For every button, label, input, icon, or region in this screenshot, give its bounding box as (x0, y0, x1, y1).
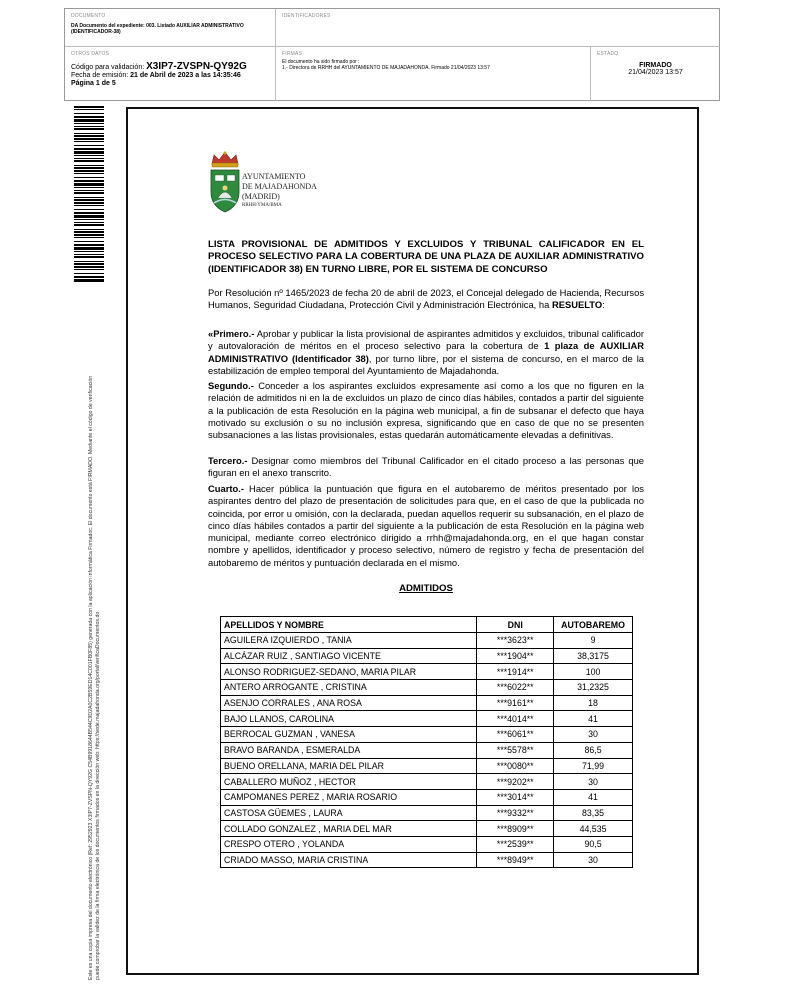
barcode-bar (74, 123, 104, 124)
cell-nombre: CRIADO MASSO, MARIA CRISTINA (221, 852, 477, 868)
table-row (221, 836, 633, 852)
admitidos-heading: ADMITIDOS (399, 583, 453, 594)
barcode-bar (74, 113, 104, 114)
cell-nombre: CASTOSA GÜEMES , LAURA (221, 805, 477, 821)
barcode-bar (74, 141, 104, 142)
firmas-line-1: El documento ha sido firmado por : (282, 59, 360, 65)
table-row (221, 680, 633, 696)
verification-side-text (88, 260, 102, 980)
cell-autobaremo: 44,535 (554, 821, 633, 837)
table-row (221, 664, 633, 680)
table-row (221, 711, 633, 727)
primero-paragraph (208, 328, 644, 377)
cell-autobaremo: 41 (554, 789, 633, 805)
barcode-bar (74, 187, 104, 188)
barcode-bar (74, 148, 104, 150)
cell-autobaremo: 30 (554, 727, 633, 743)
barcode-bar (74, 222, 104, 223)
primero-text-2: , por turno libre, por el sistema de concurso, en el marco de la estabilización de empleo temporal del Ayuntamiento de Majadahonda. (208, 352, 644, 376)
cell-nombre: BERROCAL GUZMAN , VANESA (221, 727, 477, 743)
barcode-bar (74, 119, 104, 122)
intro-end: : (602, 299, 605, 311)
segundo-lead: Segundo.- (208, 380, 254, 391)
otros-datos-label: OTROS DATOS (71, 51, 110, 57)
barcode-bar (74, 231, 104, 233)
cell-autobaremo: 83,35 (554, 805, 633, 821)
cuarto-lead: Cuarto.- (208, 483, 244, 494)
cell-nombre: ALCÁZAR RUIZ , SANTIAGO VICENTE (221, 648, 477, 664)
header-autobaremo: AUTOBAREMO (554, 617, 633, 633)
cell-nombre: CABALLERO MUÑOZ , HECTOR (221, 774, 477, 790)
intro-text: Por Resolución nº 1465/2023 de fecha 20 de abril de 2023, el Concejal delegado de Hacienda, Recursos Humanos, Seguridad Ciudadana, Protección Civil y Administración Electrónica, ha (208, 287, 645, 311)
barcode-bar (74, 190, 104, 191)
estado-cell (591, 47, 720, 101)
barcode-bar (74, 254, 104, 255)
barcode-bar (74, 183, 104, 186)
cell-autobaremo: 41 (554, 711, 633, 727)
barcode-bar (74, 165, 104, 166)
cell-nombre: ASENJO CORRALES , ANA ROSA (221, 695, 477, 711)
table-row (221, 727, 633, 743)
validation-code-line (71, 63, 269, 72)
cell-autobaremo: 9 (554, 633, 633, 649)
cell-nombre: ALONSO RODRIGUEZ-SEDANO, MARIA PILAR (221, 664, 477, 680)
document-header (64, 8, 720, 101)
barcode-bar (74, 133, 104, 134)
barcode-bar (74, 215, 104, 218)
barcode-bar (74, 106, 104, 108)
emission-date-line (71, 72, 269, 80)
table-row (221, 758, 633, 774)
cell-nombre: CRESPO OTERO , YOLANDA (221, 836, 477, 852)
primero-text-1: Aprobar y publicar la lista provisional de aspirantes admitidos y excluidos, tribunal calificador y autovaloración de méritos en el proceso selectivo para la cobertura de (208, 328, 644, 352)
estado-value: FIRMADO (639, 62, 672, 69)
validation-code[interactable]: X3IP7-ZVSPN-QY92G (146, 61, 247, 72)
cell-nombre: COLLADO GONZALEZ , MARIA DEL MAR (221, 821, 477, 837)
table-row (221, 695, 633, 711)
tercero-lead: Tercero.- (208, 455, 248, 466)
barcode-bar (74, 241, 104, 242)
cell-autobaremo: 100 (554, 664, 633, 680)
firmas-line-2: 1.- Directora de RRHH del AYUNTAMIENTO DE MAJADAHONDA. Firmado 21/04/2023 13:57 (282, 65, 490, 71)
barcode-bar (74, 192, 104, 194)
tercero-text: Designar como miembros del Tribunal Calificador en el citado proceso a las personas que figuran en el anexo transcrito. (208, 455, 644, 479)
firmas-label: FIRMAS (282, 51, 303, 57)
table-row (221, 805, 633, 821)
table-row (221, 774, 633, 790)
side-text-line-1: Este es una copia impresa del documento electrónico (Ref: 2952923 X3IP7-ZVSPN-QY92G C54B9918644B544C9D2A0C2B59ED14C001FB0F85) generada con la aplicación informática Firmadoc. El documento está FIRMADO. Mediante el código de verificación (88, 375, 94, 980)
table-header-row (221, 617, 633, 633)
barcode-bar (74, 234, 104, 236)
intro-paragraph (208, 287, 644, 312)
cell-dni: ***1904** (477, 648, 554, 664)
barcode-bar (74, 116, 104, 118)
cell-nombre: BUENO ORELLANA, MARIA DEL PILAR (221, 758, 477, 774)
barcode-bar (74, 205, 104, 206)
cell-nombre: BAJO LLANOS, CAROLINA (221, 711, 477, 727)
cell-autobaremo: 38,3175 (554, 648, 633, 664)
barcode-bar (74, 197, 104, 198)
page-indicator: Página 1 de 5 (71, 80, 116, 87)
barcode-bar (74, 160, 104, 162)
emission-date: 21 de Abril de 2023 a las 14:35:46 (130, 72, 241, 79)
coat-of-arms-logo (206, 150, 244, 215)
estado-date: 21/04/2023 13:57 (628, 69, 683, 76)
barcode-bar (74, 155, 104, 156)
cell-autobaremo: 71,99 (554, 758, 633, 774)
fecha-label: Fecha de emisión: (71, 72, 129, 79)
cell-nombre: CAMPOMANES PEREZ , MARIA ROSARIO (221, 789, 477, 805)
barcode-bar (74, 180, 104, 182)
cell-autobaremo: 31,2325 (554, 680, 633, 696)
tercero-paragraph (208, 455, 644, 480)
documento-label: DOCUMENTO (71, 13, 106, 19)
primero-bold: 1 plaza de AUXILIAR ADMINISTRATIVO (Identificador 38) (208, 340, 644, 364)
barcode-bar (74, 212, 104, 214)
document-title: LISTA PROVISIONAL DE ADMITIDOS Y EXCLUIDOS Y TRIBUNAL CALIFICADOR EN EL PROCESO SELECTIVO PARA LA COBERTURA DE UNA PLAZA DE AUXILIAR ADMINISTRATIVO (IDENTIFICADOR 38) EN TURNO LIBRE, POR EL SISTEMA DE CONCURSO (208, 239, 644, 275)
cell-dni: ***9202** (477, 774, 554, 790)
cell-dni: ***3014** (477, 789, 554, 805)
documento-cell (65, 9, 276, 47)
firmas-cell (276, 47, 591, 101)
estado-label: ESTADO (597, 51, 619, 57)
table-row (221, 821, 633, 837)
department-code: RRHH/YMA/BMA (242, 203, 282, 208)
barcode-bar (74, 244, 104, 246)
barcode-bar (74, 173, 104, 174)
cell-dni: ***2539** (477, 836, 554, 852)
barcode-bar (74, 135, 104, 137)
barcode-bar (74, 256, 104, 258)
barcode-bar (74, 209, 104, 210)
cell-autobaremo: 90,5 (554, 836, 633, 852)
cell-dni: ***6061** (477, 727, 554, 743)
codigo-label: Código para validación: (71, 64, 145, 71)
barcode-bar (74, 145, 104, 146)
cell-nombre: AGUILERA IZQUIERDO , TANIA (221, 633, 477, 649)
barcode-bar (74, 151, 104, 154)
cell-autobaremo: 18 (554, 695, 633, 711)
table-row (221, 789, 633, 805)
cell-nombre: ANTERO ARROGANTE , CRISTINA (221, 680, 477, 696)
identificadores-label: IDENTIFICADORES (282, 13, 331, 19)
cell-dni: ***9161** (477, 695, 554, 711)
barcode-image (74, 106, 104, 282)
barcode-bar (74, 237, 104, 238)
cell-autobaremo: 86,5 (554, 742, 633, 758)
cell-autobaremo: 30 (554, 852, 633, 868)
resuelto-text: RESUELTO (551, 299, 603, 311)
otros-datos-cell (65, 47, 276, 101)
table-row (221, 852, 633, 868)
table-row (221, 742, 633, 758)
institution-name (242, 172, 317, 210)
cell-dni: ***6022** (477, 680, 554, 696)
admitidos-table (220, 616, 633, 868)
barcode-bar (74, 128, 104, 130)
institution-line-1: AYUNTAMIENTO (242, 172, 306, 181)
side-text-line-2: puede comprobar la validez de la firma electrónica de los documentos firmados en la dirección web: https://sede.majadahonda.org/portal/verificaDocumentos.do (95, 611, 101, 980)
cell-dni: ***8909** (477, 821, 554, 837)
identificadores-cell (276, 9, 720, 47)
cell-dni: ***1914** (477, 664, 554, 680)
barcode-bar (74, 199, 104, 201)
barcode-bar (74, 202, 104, 204)
barcode-bar (74, 170, 104, 172)
barcode-bar (74, 138, 104, 140)
cell-dni: ***4014** (477, 711, 554, 727)
segundo-text: Conceder a los aspirantes excluidos expresamente así como a los que no figuren en la relación de admitidos ni en la de excluidos un plazo de cinco días hábiles, contados a partir del siguiente a la publicación de esta Resolución en la página web municipal, a fin de subsanar el defecto que haya motivado su exclusión o su no inclusión expresa, significando que en caso de que no se presenten subsanaciones a las listas provisionales, estas quedarán automáticamente elevadas a definitivas. (208, 380, 644, 441)
cuarto-text: Hacer pública la puntuación que figura en el autobaremo de méritos presentado por los aspirantes dentro del plazo de presentación de solicitudes para que, en el caso de que la publicada no coincida, por error u omisión, con la declarada, puedan aquellos requerir su subsanación, en el plazo de cinco días hábiles contados a partir del siguiente a la publicación de esta Resolución en la página web municipal, mediante correo electrónico dirigido a rrhh@majadahonda.org, en el que hagan constar nombre y apellidos, identificador y proceso selectivo, número de registro y fecha de presentación del autobaremo de méritos y puntuación declarada en el mismo. (208, 483, 644, 568)
institution-line-3: (MADRID) (242, 192, 280, 201)
cell-nombre: BRAVO BARANDA , ESMERALDA (221, 742, 477, 758)
barcode-bar (74, 219, 104, 220)
barcode-bar (74, 177, 104, 178)
barcode-bar (74, 251, 104, 252)
barcode-bar (74, 247, 104, 250)
barcode-bar (74, 109, 104, 110)
institution-line-2: DE MAJADAHONDA (242, 182, 317, 191)
cell-dni: ***0080** (477, 758, 554, 774)
cuarto-paragraph (208, 483, 644, 569)
barcode-bar (74, 167, 104, 169)
barcode-bar (74, 224, 104, 226)
cell-dni: ***3623** (477, 633, 554, 649)
segundo-paragraph (208, 380, 644, 441)
cell-autobaremo: 30 (554, 774, 633, 790)
cell-dni: ***8949** (477, 852, 554, 868)
header-dni: DNI (477, 617, 554, 633)
table-row (221, 633, 633, 649)
primero-lead: «Primero.- (208, 328, 255, 339)
barcode-bar (74, 126, 104, 127)
header-nombre: APELLIDOS Y NOMBRE (221, 617, 477, 633)
cell-dni: ***9332** (477, 805, 554, 821)
table-row (221, 648, 633, 664)
cell-dni: ***5578** (477, 742, 554, 758)
barcode-bar (74, 158, 104, 159)
barcode-bar (74, 229, 104, 230)
documento-value: DA Documento del expediente: 003. Listado AUXILIAR ADMINISTRATIVO (IDENTIFICADOR-38) (71, 23, 244, 35)
